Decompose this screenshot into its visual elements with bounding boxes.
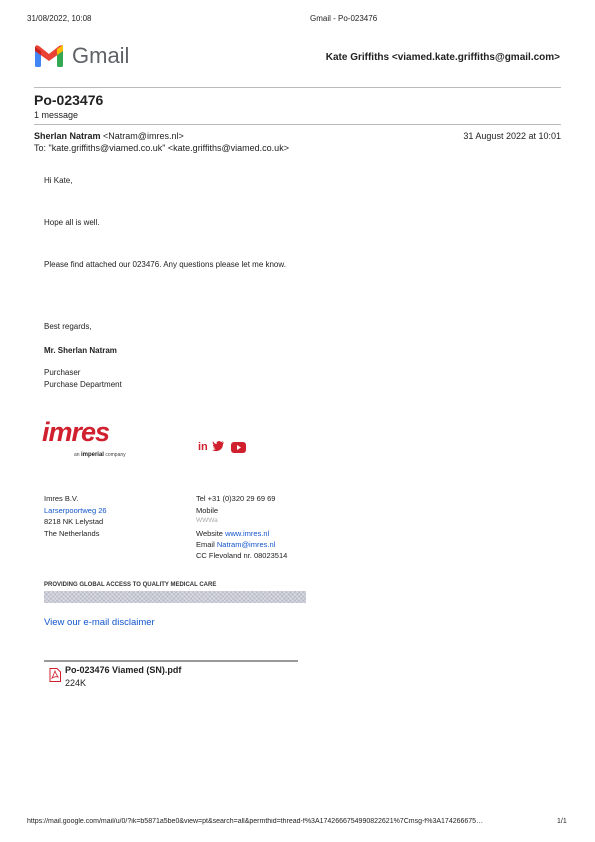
sender-name: Sherlan Natram (34, 131, 101, 141)
linkedin-icon[interactable] (198, 439, 212, 451)
message-count: 1 message (34, 110, 79, 120)
logo-sub-brand: imperial (80, 452, 104, 458)
contact-cc: CC Flevoland nr. 08023514 (196, 551, 288, 560)
body-greeting: Hi Kate, (44, 176, 73, 185)
imres-logo-sub (74, 452, 126, 458)
logo-sub-suffix: company (105, 452, 126, 458)
print-datetime: 31/08/2022, 10:08 (27, 14, 92, 23)
gmail-logo-text: Gmail (72, 43, 130, 68)
attachment-size: 224K (65, 678, 87, 688)
pdf-file-icon (49, 668, 61, 682)
body-line-1: Hope all is well. (44, 218, 100, 227)
sender-email: <Natram@imres.nl> (103, 131, 184, 141)
attachment-filename[interactable]: Po-023476 Viamed (SN).pdf (65, 665, 182, 675)
address-country: The Netherlands (44, 529, 100, 538)
twitter-icon[interactable] (212, 439, 225, 451)
recipient-line: To: "kate.griffiths@viamed.co.uk" <kate.griffiths@viamed.co.uk> (34, 143, 289, 153)
contact-mobile-value: WWWa (196, 517, 218, 524)
gmail-logo[interactable] (34, 44, 64, 73)
signature-department: Purchase Department (44, 380, 122, 389)
logo-sub-prefix: an (74, 452, 80, 458)
signature-name: Mr. Sherlan Natram (44, 346, 117, 355)
address-postal: 8218 NK Lelystad (44, 517, 104, 526)
account-label: Kate Griffiths <viamed.kate.griffiths@gmail.com> (325, 52, 560, 63)
contact-tel: Tel +31 (0)320 29 69 69 (196, 494, 276, 503)
website-label: Website (196, 529, 223, 538)
svg-text:in: in (198, 441, 208, 452)
subject-divider (34, 124, 561, 125)
website-link[interactable]: www.imres.nl (225, 529, 270, 538)
imres-logo: imres (42, 417, 110, 447)
contact-email (196, 540, 275, 549)
email-link[interactable]: Natram@imres.nl (216, 540, 276, 549)
header-divider (34, 87, 561, 88)
address-company: Imres B.V. (44, 494, 79, 503)
sender[interactable] (34, 131, 184, 141)
print-page-title: Gmail - Po-023476 (310, 14, 378, 23)
thread-subject: Po-023476 (34, 92, 104, 108)
body-line-2: Please find attached our 023476. Any questions please let me know. (44, 260, 286, 269)
youtube-icon[interactable] (231, 440, 246, 451)
tagline: PROVIDING GLOBAL ACCESS TO QUALITY MEDICAL CARE (44, 582, 217, 588)
body-closing: Best regards, (44, 322, 92, 331)
contact-mobile-label: Mobile (196, 506, 219, 515)
disclaimer-link[interactable]: View our e-mail disclaimer (44, 617, 155, 628)
signature-role: Purchaser (44, 368, 81, 377)
email-label: Email (196, 540, 215, 549)
tagline-pattern-bar (44, 591, 306, 603)
address-street-link[interactable]: Larserpoortweg 26 (44, 506, 107, 515)
print-footer-url: https://mail.google.com/mail/u/0/?ik=b5871a5be0&view=pt&search=all&permthid=thread-f%3A1742666754990822621%7Cmsg-f%3A174266675… (27, 818, 484, 825)
gmail-m-icon (34, 44, 64, 68)
contact-website (196, 529, 269, 538)
message-date: 31 August 2022 at 10:01 (463, 131, 561, 141)
attachment-divider (44, 660, 298, 662)
print-footer-page: 1/1 (557, 818, 567, 825)
